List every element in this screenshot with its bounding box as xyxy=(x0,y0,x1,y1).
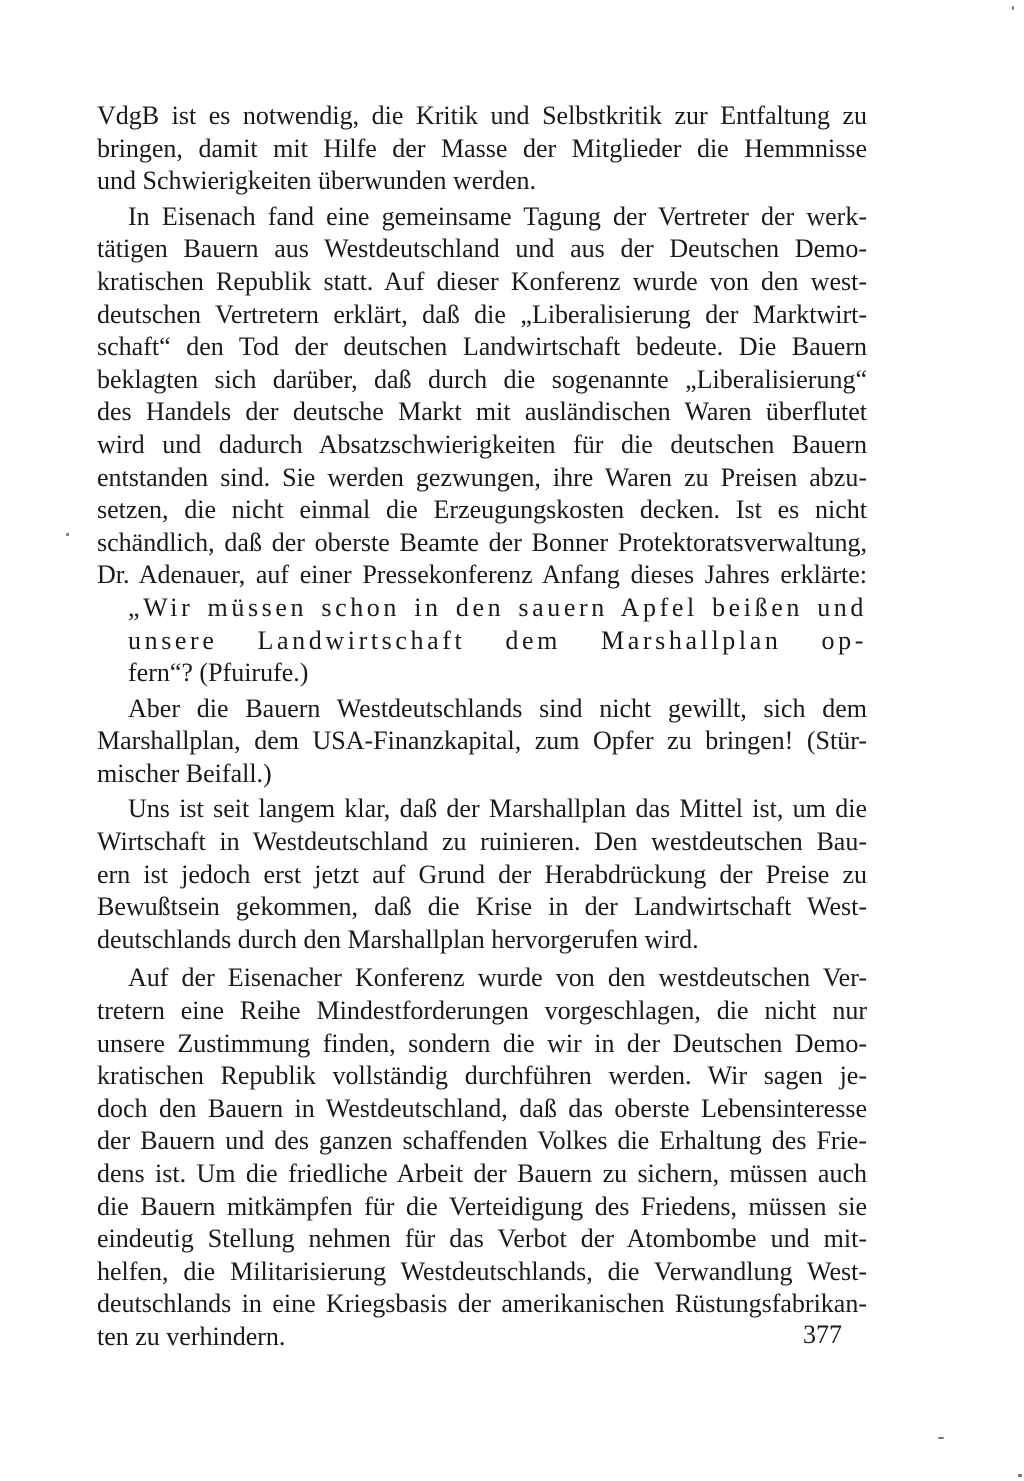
text-line: In Eisenach fand eine gemeinsame Tagung der Vertreter der werk- xyxy=(128,201,867,231)
text-line: ten zu verhindern. xyxy=(97,1321,286,1351)
text-line: deutschlands in eine Kriegsbasis der amerikanischen Rüstungsfabrikan- xyxy=(97,1289,867,1319)
text-line: kratischen Republik vollständig durchführen werden. Wir sagen je- xyxy=(97,1061,867,1091)
text-line: die Bauern mitkämpfen für die Verteidigung des Friedens, müssen sie xyxy=(97,1191,867,1221)
quote-line: „Wir müssen schon in den sauern Apfel beißen und xyxy=(128,592,867,622)
text-line: Bewußtsein gekommen, daß die Krise in der Landwirtschaft West- xyxy=(97,892,867,922)
text-line: VdgB ist es notwendig, die Kritik und Selbstkritik zur Entfaltung zu xyxy=(97,101,867,130)
paragraph-2 xyxy=(97,201,867,592)
text-line: ern ist jedoch erst jetzt auf Grund der Herabdrückung der Preise zu xyxy=(97,859,867,889)
quotation xyxy=(97,592,867,690)
paragraph-4 xyxy=(97,793,867,956)
text-line: setzen, die nicht einmal die Erzeugungskosten decken. Ist es nicht xyxy=(97,495,867,525)
page-number: 377 xyxy=(803,1320,842,1349)
scan-speck xyxy=(66,533,69,536)
text-line: tretern eine Reihe Mindestforderungen vorgeschlagen, die nicht nur xyxy=(97,996,867,1026)
text-line: Marshallplan, dem USA-Finanzkapital, zum Opfer zu bringen! (Stür- xyxy=(97,726,867,756)
quote-line: fern“? (Pfuirufe.) xyxy=(128,658,309,688)
text-line: deutschen Vertretern erklärt, daß die „Liberalisierung der Marktwirt- xyxy=(97,299,867,329)
text-line: mischer Beifall.) xyxy=(97,758,272,788)
body-text xyxy=(97,100,867,1354)
text-line: der Bauern und des ganzen schaffenden Volkes die Erhaltung des Frie- xyxy=(97,1126,867,1156)
text-line: bringen, damit mit Hilfe der Masse der Mitglieder die Hemmnisse xyxy=(97,133,867,163)
text-line: tätigen Bauern aus Westdeutschland und aus der Deutschen Demo- xyxy=(97,234,867,264)
text-line: des Handels der deutsche Markt mit ausländischen Waren überflutet xyxy=(97,397,867,427)
text-line: doch den Bauern in Westdeutschland, daß das oberste Lebensinteresse xyxy=(97,1093,867,1123)
scan-speck xyxy=(1018,1474,1022,1477)
scan-speck xyxy=(938,1437,944,1439)
text-line: helfen, die Militarisierung Westdeutschlands, die Verwandlung West- xyxy=(97,1256,867,1286)
text-line: entstanden sind. Sie werden gezwungen, ihre Waren zu Preisen abzu- xyxy=(97,462,867,492)
paragraph-3 xyxy=(97,693,867,791)
text-line: unsere Zustimmung finden, sondern die wir in der Deutschen Demo- xyxy=(97,1028,867,1058)
text-line: schändlich, daß der oberste Beamte der Bonner Protektoratsverwaltung, xyxy=(97,527,867,557)
text-line: beklagten sich darüber, daß durch die sogenannte „Liberalisierung“ xyxy=(97,364,867,394)
text-line: Auf der Eisenacher Konferenz wurde von den westdeutschen Ver- xyxy=(128,963,867,993)
text-line: wird und dadurch Absatzschwierigkeiten für die deutschen Bauern xyxy=(97,429,867,459)
text-line: kratischen Republik statt. Auf dieser Konferenz wurde von den west- xyxy=(97,266,867,296)
text-line: Uns ist seit langem klar, daß der Marshallplan das Mittel ist, um die xyxy=(128,794,867,824)
scan-speck xyxy=(1012,6,1014,10)
text-line: deutschlands durch den Marshallplan hervorgerufen wird. xyxy=(97,924,699,954)
quote-line: unsere Landwirtschaft dem Marshallplan op- xyxy=(128,625,867,655)
text-line: eindeutig Stellung nehmen für das Verbot der Atombombe und mit- xyxy=(97,1224,867,1254)
text-line: dens ist. Um die friedliche Arbeit der Bauern zu sichern, müssen auch xyxy=(97,1159,867,1188)
text-line: Aber die Bauern Westdeutschlands sind nicht gewillt, sich dem xyxy=(128,693,867,723)
text-line: und Schwierigkeiten überwunden werden. xyxy=(97,166,536,196)
text-line: Wirtschaft in Westdeutschland zu ruinieren. Den westdeutschen Bau- xyxy=(97,827,867,857)
text-line: schaft“ den Tod der deutschen Landwirtschaft bedeute. Die Bauern xyxy=(97,332,867,362)
text-line: Dr. Adenauer, auf einer Pressekonferenz Anfang dieses Jahres erklärte: xyxy=(97,560,867,590)
paragraph-5 xyxy=(97,962,867,1353)
paragraph-1 xyxy=(97,100,867,198)
